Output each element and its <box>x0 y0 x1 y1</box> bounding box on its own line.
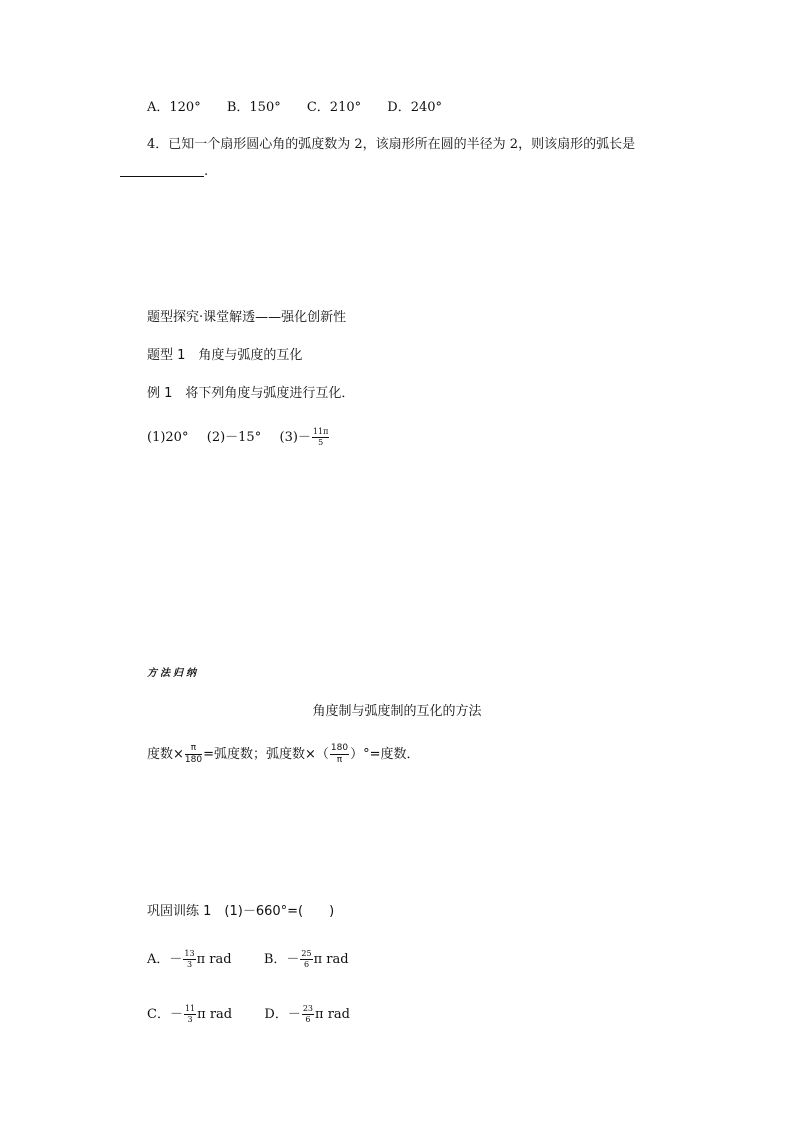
option-fraction <box>300 950 312 969</box>
example1-item-3: (3)－ <box>279 430 311 445</box>
fraction-denominator: 6 <box>305 1015 311 1024</box>
q3-option-a: A．120° <box>147 100 201 115</box>
option-prefix: A．－ <box>147 952 183 967</box>
option-fraction <box>302 1005 314 1024</box>
method-part2: =弧度数；弧度数×（ <box>203 747 329 762</box>
fraction-numerator: π <box>185 744 202 755</box>
example1-statement: 例 1 将下列角度与弧度进行互化． <box>147 386 355 401</box>
example1-item-1: (1)20° <box>147 430 189 445</box>
example1-item-2: (2)－15° <box>206 430 262 445</box>
fraction-denominator: π <box>336 755 343 765</box>
option-suffix: π rad <box>197 1007 233 1022</box>
method-formula <box>147 744 419 765</box>
q3-options <box>147 99 442 117</box>
q3-option-b: B．150° <box>226 100 281 115</box>
option-suffix: π rad <box>196 952 232 967</box>
option-prefix: C．－ <box>147 1007 183 1022</box>
q4-period: . <box>204 164 209 179</box>
option-suffix: π rad <box>315 1007 350 1022</box>
section-title: 题型探究·课堂解透——强化创新性 <box>147 310 347 325</box>
type1-heading-text: 题型 1 角度与弧度的互化 <box>147 348 303 363</box>
practice1-option-a <box>147 949 232 969</box>
example1-items <box>147 428 330 447</box>
option-prefix: D．－ <box>264 1007 301 1022</box>
method-fraction-2 <box>330 744 349 765</box>
option-fraction <box>183 950 195 969</box>
fraction-numerator: 11π <box>312 427 329 436</box>
fraction-denominator: 5 <box>318 438 324 447</box>
practice1-options-row1 <box>147 950 349 969</box>
q3-option-d: D．240° <box>387 100 443 115</box>
fraction-numerator: 11 <box>184 1004 196 1013</box>
practice1-question: 巩固训练 1 (1)－660°=( ) <box>147 904 335 919</box>
method-part3: ）°=度数． <box>350 747 420 762</box>
practice1-option-d <box>264 1004 350 1024</box>
fraction-numerator: 23 <box>302 1004 314 1013</box>
option-prefix: B．－ <box>263 952 300 967</box>
practice1-option-c <box>147 1004 233 1024</box>
example1-item-3-fraction <box>312 428 329 447</box>
fraction-numerator: 180 <box>330 743 349 753</box>
fraction-numerator: 13 <box>184 949 195 958</box>
fraction-denominator: 180 <box>184 755 203 765</box>
method-label: 方法归纳 <box>147 668 199 679</box>
method-title: 角度制与弧度制的互化的方法 <box>312 704 482 719</box>
q4-answer-blank <box>120 176 204 177</box>
fraction-denominator: 3 <box>187 1015 193 1024</box>
q3-option-c: C．210° <box>306 100 362 115</box>
option-fraction <box>184 1005 196 1024</box>
practice1-option-b <box>263 949 349 969</box>
q4-question: 4．已知一个扇形圆心角的弧度数为 2，该扇形所在圆的半径为 2，则该扇形的弧长是 <box>147 137 636 152</box>
fraction-denominator: 3 <box>186 960 193 969</box>
practice1-options-row2 <box>147 1005 350 1024</box>
fraction-denominator: 6 <box>303 960 310 969</box>
fraction-numerator: 25 <box>301 949 312 958</box>
option-suffix: π rad <box>313 952 349 967</box>
method-part1: 度数× <box>147 747 184 762</box>
method-fraction-1 <box>185 744 202 765</box>
type1-heading <box>147 347 302 365</box>
